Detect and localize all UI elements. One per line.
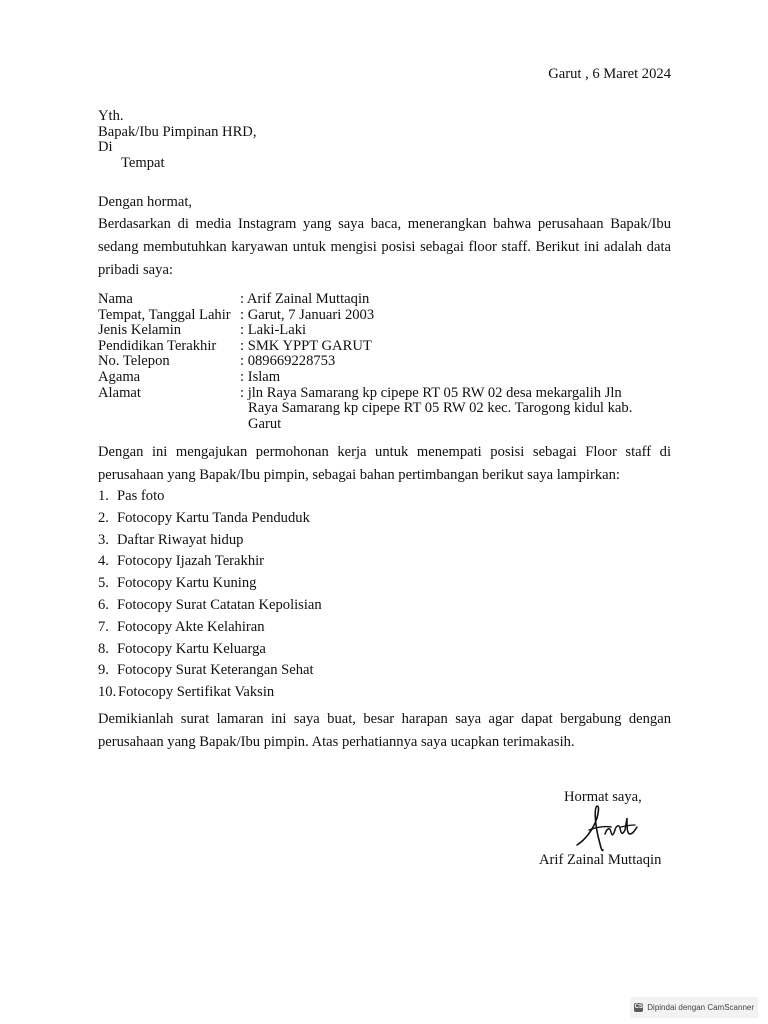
list-item	[98, 573, 322, 595]
data-row-address	[98, 386, 678, 433]
personal-data-table	[98, 292, 678, 432]
data-label: Tempat, Tanggal Lahir	[98, 306, 231, 323]
list-number: 10.	[98, 684, 117, 701]
data-label: Agama	[98, 368, 141, 385]
list-item	[98, 530, 322, 552]
data-label: Alamat	[98, 384, 141, 401]
data-row-nama	[98, 292, 678, 308]
camscanner-icon: CS	[634, 1004, 643, 1010]
address-line-3: Garut	[248, 415, 282, 432]
list-item	[98, 639, 322, 661]
scanner-badge	[630, 997, 758, 1018]
signature-image	[575, 800, 645, 860]
list-text: Fotocopy Akte Kelahiran	[117, 618, 265, 635]
list-item	[98, 682, 322, 704]
data-value: : Laki-Laki	[240, 322, 307, 339]
data-label: No. Telepon	[98, 353, 170, 370]
list-text: Fotocopy Kartu Keluarga	[117, 640, 266, 657]
list-text: Fotocopy Surat Keterangan Sehat	[117, 662, 314, 679]
list-text: Fotocopy Ijazah Terakhir	[117, 553, 265, 570]
data-row-education	[98, 339, 678, 355]
data-label: Pendidikan Terakhir	[98, 337, 217, 354]
intro-paragraph: Berdasarkan di media Instagram yang saya baca, menerangkan bahwa perusahaan Bapak/Ibu sedang membutuhkan karyawan untuk mengisi posisi sebagai floor staff. Berikut ini adalah data pribadi saya:	[98, 216, 671, 278]
list-text: Fotocopy Sertifikat Vaksin	[118, 684, 275, 701]
data-value: : 089669228753	[240, 353, 336, 370]
list-text: Fotocopy Surat Catatan Kepolisian	[117, 596, 322, 613]
signer-name: Arif Zainal Muttaqin	[539, 852, 662, 868]
list-number: 2.	[98, 509, 109, 526]
data-row-gender	[98, 323, 678, 339]
attachments-list	[98, 486, 322, 704]
data-row-phone	[98, 354, 678, 370]
data-label: Jenis Kelamin	[98, 322, 182, 339]
list-item	[98, 595, 322, 617]
data-value: : Arif Zainal Muttaqin	[240, 291, 370, 307]
data-row-ttl	[98, 308, 678, 324]
list-number: 4.	[98, 553, 109, 570]
recipient-di: Di	[98, 139, 113, 155]
data-row-religion	[98, 370, 678, 386]
list-item	[98, 617, 322, 639]
address-value	[240, 386, 678, 433]
list-item	[98, 660, 322, 682]
closing-paragraph: Demikianlah surat lamaran ini saya buat, besar harapan saya agar dapat bergabung dengan perusahaan yang Bapak/Ibu pimpin. Atas perhatiannya saya ucapkan terimakasih.	[98, 711, 671, 750]
list-item	[98, 508, 322, 530]
greeting: Dengan hormat,	[98, 194, 193, 210]
list-text: Fotocopy Kartu Tanda Penduduk	[117, 509, 310, 526]
list-item	[98, 551, 322, 573]
closing-phrase: Hormat saya,	[564, 789, 642, 805]
data-value: : SMK YPPT GARUT	[240, 337, 372, 354]
list-text: Daftar Riwayat hidup	[117, 531, 244, 548]
list-text: Pas foto	[117, 488, 165, 504]
data-value: : Islam	[240, 368, 281, 385]
list-item	[98, 486, 322, 508]
list-number: 5.	[98, 575, 109, 592]
address-line-1: : jln Raya Samarang kp cipepe RT 05 RW 02 desa mekargalih Jln	[240, 384, 622, 401]
data-value: : Garut, 7 Januari 2003	[240, 306, 375, 323]
list-number: 8.	[98, 640, 109, 657]
scanner-text: Dipindai dengan CamScanner	[647, 1003, 754, 1012]
recipient-salutation: Yth.	[98, 108, 124, 124]
address-line-2: Raya Samarang kp cipepe RT 05 RW 02 kec. Tarogong kidul kab.	[248, 400, 633, 417]
list-number: 1.	[98, 488, 109, 504]
recipient-name: Bapak/Ibu Pimpinan HRD,	[98, 124, 257, 140]
list-number: 6.	[98, 596, 109, 613]
list-number: 7.	[98, 618, 109, 635]
list-number: 9.	[98, 662, 109, 679]
list-text: Fotocopy Kartu Kuning	[117, 575, 257, 592]
application-paragraph: Dengan ini mengajukan permohonan kerja untuk menempati posisi sebagai Floor staff di perusahaan yang Bapak/Ibu pimpin, sebagai bahan pertimbangan berikut saya lampirkan:	[98, 444, 671, 483]
letter-date: Garut , 6 Maret 2024	[548, 66, 671, 82]
list-number: 3.	[98, 531, 109, 548]
recipient-place: Tempat	[121, 155, 165, 171]
data-label: Nama	[98, 291, 133, 307]
